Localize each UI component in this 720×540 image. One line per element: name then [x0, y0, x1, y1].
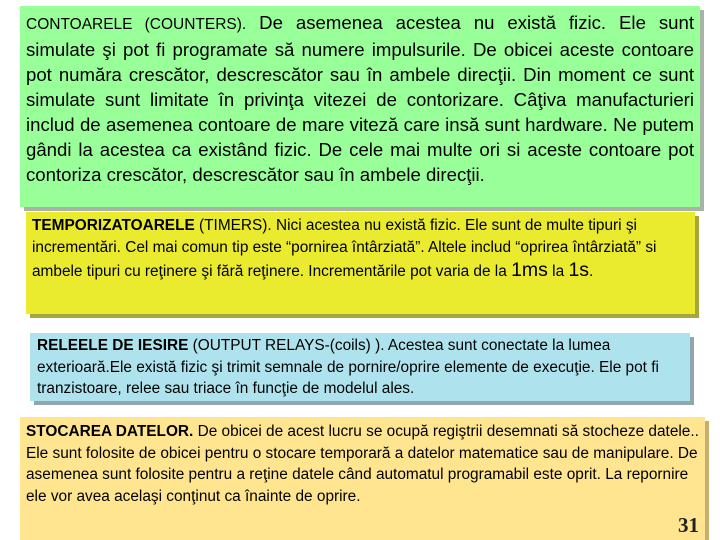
- data-storage-section: [20, 417, 705, 540]
- counters-heading-en: (COUNTERS).: [132, 16, 247, 33]
- relays-text: (OUTPUT RELAYS-(coils) ). Acestea sunt conectate la lumea exterioară.Ele există fizic şi trimit semnale de pornire/oprire elemente de execuţie. Ele pot fi tranzistoare, relee sau triace în funcţie de modelul ales.: [37, 337, 659, 397]
- timers-section: [26, 212, 695, 314]
- data-storage-heading: STOCAREA DATELOR.: [26, 423, 194, 440]
- counters-section: [20, 6, 700, 207]
- relays-section: [30, 333, 690, 401]
- counters-text: De asemenea acestea nu există fizic. Ele sunt simulate şi pot fi programate să numere impulsurile. De obicei aceste contoare pot număra crescător, descrescător sau în ambele direcţii. Din moment ce sunt simulate sunt limitate în privinţa vitezei de contorizare. Câţiva manufacturieri includ de asemenea contoare de mare viteză care insă sunt hardware. Ne putem gândi la acestea ca existând fizic. De cele mai multe ori si aceste contoare pot contoriza crescător, descrescător sau în ambele direcţii.: [26, 12, 694, 185]
- counters-heading: CONTOARELE: [26, 16, 133, 33]
- data-storage-text: De obicei de acest lucru se ocupă regiştrii desemnati să stocheze datele.. Ele sunt folosite de obicei pentru o stocare temporară a datelor matematice sau de manipulare. De asemenea sunt folosite pentru a reţine datele când automatul programabil este oprit. La repornire ele vor avea acelaşi conţinut ca înainte de oprire.: [26, 423, 699, 505]
- timers-max: 1s: [568, 259, 590, 281]
- timers-mid: la: [547, 263, 569, 280]
- relays-heading: RELEELE DE IESIRE: [37, 337, 189, 354]
- timers-text: (TIMERS). Nici acestea nu există fizic. Ele sunt de multe tipuri şi incrementări. Cel mai comun tip este “pornirea întârziată”. Altele includ “oprirea întârziată” si ambele tipuri cu reţinere şi fără reţinere. Incrementările pot varia de la: [32, 217, 657, 280]
- timers-end: .: [589, 263, 594, 280]
- page-number: 31: [678, 512, 699, 537]
- timers-min: 1ms: [511, 259, 548, 281]
- timers-heading: TEMPORIZATOARELE: [32, 217, 195, 234]
